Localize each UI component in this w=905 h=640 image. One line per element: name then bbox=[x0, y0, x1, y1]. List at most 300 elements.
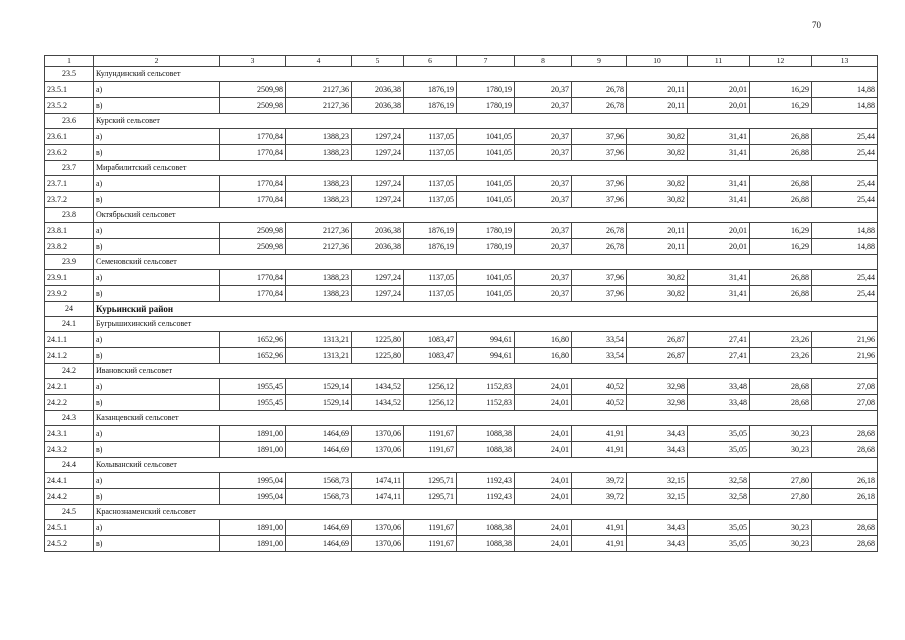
section-row bbox=[45, 317, 878, 332]
value-cell: 1297,24 bbox=[352, 192, 404, 208]
value-cell: 25,44 bbox=[812, 286, 878, 302]
row-label: в) bbox=[94, 286, 220, 302]
value-cell: 1137,05 bbox=[404, 286, 457, 302]
value-cell: 30,82 bbox=[627, 145, 688, 161]
table-body bbox=[45, 56, 878, 552]
value-cell: 14,88 bbox=[812, 82, 878, 98]
value-cell: 16,80 bbox=[515, 332, 572, 348]
value-cell: 28,68 bbox=[812, 426, 878, 442]
value-cell: 1995,04 bbox=[220, 473, 286, 489]
value-cell: 2127,36 bbox=[286, 98, 352, 114]
value-cell: 1295,71 bbox=[404, 489, 457, 505]
row-label: а) bbox=[94, 426, 220, 442]
value-cell: 31,41 bbox=[688, 129, 750, 145]
value-cell: 35,05 bbox=[688, 520, 750, 536]
value-cell: 1770,84 bbox=[220, 145, 286, 161]
row-label: в) bbox=[94, 395, 220, 411]
value-cell: 1313,21 bbox=[286, 332, 352, 348]
value-cell: 28,68 bbox=[812, 442, 878, 458]
section-code: 24.1 bbox=[45, 317, 94, 332]
column-number: 11 bbox=[688, 56, 750, 67]
value-cell: 31,41 bbox=[688, 145, 750, 161]
value-cell: 1464,69 bbox=[286, 520, 352, 536]
value-cell: 37,96 bbox=[572, 129, 627, 145]
value-cell: 27,41 bbox=[688, 332, 750, 348]
value-cell: 1955,45 bbox=[220, 379, 286, 395]
table-row bbox=[45, 473, 878, 489]
value-cell: 33,48 bbox=[688, 379, 750, 395]
value-cell: 21,96 bbox=[812, 348, 878, 364]
value-cell: 1434,52 bbox=[352, 395, 404, 411]
value-cell: 32,98 bbox=[627, 379, 688, 395]
value-cell: 24,01 bbox=[515, 536, 572, 552]
value-cell: 25,44 bbox=[812, 176, 878, 192]
value-cell: 1891,00 bbox=[220, 426, 286, 442]
value-cell: 1083,47 bbox=[404, 332, 457, 348]
row-code: 24.3.1 bbox=[45, 426, 94, 442]
value-cell: 20,11 bbox=[627, 223, 688, 239]
column-number: 3 bbox=[220, 56, 286, 67]
value-cell: 26,88 bbox=[750, 145, 812, 161]
table-row bbox=[45, 348, 878, 364]
value-cell: 2127,36 bbox=[286, 223, 352, 239]
section-code: 23.5 bbox=[45, 67, 94, 82]
table-row bbox=[45, 82, 878, 98]
value-cell: 14,88 bbox=[812, 223, 878, 239]
column-number: 5 bbox=[352, 56, 404, 67]
value-cell: 1083,47 bbox=[404, 348, 457, 364]
value-cell: 1297,24 bbox=[352, 176, 404, 192]
value-cell: 2127,36 bbox=[286, 239, 352, 255]
value-cell: 41,91 bbox=[572, 442, 627, 458]
row-code: 23.9.1 bbox=[45, 270, 94, 286]
value-cell: 1088,38 bbox=[457, 442, 515, 458]
section-row bbox=[45, 364, 878, 379]
value-cell: 32,98 bbox=[627, 395, 688, 411]
value-cell: 1529,14 bbox=[286, 395, 352, 411]
value-cell: 39,72 bbox=[572, 489, 627, 505]
value-cell: 37,96 bbox=[572, 192, 627, 208]
value-cell: 26,18 bbox=[812, 489, 878, 505]
value-cell: 20,01 bbox=[688, 82, 750, 98]
value-cell: 27,41 bbox=[688, 348, 750, 364]
section-name: Бугрышихинский сельсовет bbox=[94, 317, 878, 332]
value-cell: 1955,45 bbox=[220, 395, 286, 411]
value-cell: 20,37 bbox=[515, 223, 572, 239]
value-cell: 30,23 bbox=[750, 520, 812, 536]
column-number: 1 bbox=[45, 56, 94, 67]
table-row bbox=[45, 332, 878, 348]
value-cell: 25,44 bbox=[812, 129, 878, 145]
value-cell: 26,87 bbox=[627, 332, 688, 348]
value-cell: 1891,00 bbox=[220, 536, 286, 552]
column-number: 2 bbox=[94, 56, 220, 67]
section-code: 24.2 bbox=[45, 364, 94, 379]
value-cell: 2036,38 bbox=[352, 223, 404, 239]
value-cell: 1770,84 bbox=[220, 176, 286, 192]
table-row bbox=[45, 489, 878, 505]
value-cell: 26,87 bbox=[627, 348, 688, 364]
value-cell: 1464,69 bbox=[286, 426, 352, 442]
value-cell: 32,58 bbox=[688, 473, 750, 489]
row-code: 23.6.1 bbox=[45, 129, 94, 145]
value-cell: 40,52 bbox=[572, 395, 627, 411]
section-name: Кулундинский сельсовет bbox=[94, 67, 878, 82]
page-number: 70 bbox=[812, 20, 821, 30]
value-cell: 32,15 bbox=[627, 473, 688, 489]
value-cell: 1891,00 bbox=[220, 520, 286, 536]
value-cell: 1474,11 bbox=[352, 473, 404, 489]
value-cell: 2036,38 bbox=[352, 82, 404, 98]
value-cell: 20,37 bbox=[515, 270, 572, 286]
value-cell: 1780,19 bbox=[457, 223, 515, 239]
section-row bbox=[45, 255, 878, 270]
value-cell: 28,68 bbox=[750, 379, 812, 395]
column-number: 6 bbox=[404, 56, 457, 67]
value-cell: 1137,05 bbox=[404, 192, 457, 208]
value-cell: 20,37 bbox=[515, 286, 572, 302]
value-cell: 1370,06 bbox=[352, 426, 404, 442]
value-cell: 20,11 bbox=[627, 98, 688, 114]
value-cell: 1770,84 bbox=[220, 270, 286, 286]
row-label: а) bbox=[94, 129, 220, 145]
row-code: 23.5.1 bbox=[45, 82, 94, 98]
value-cell: 34,43 bbox=[627, 520, 688, 536]
value-cell: 37,96 bbox=[572, 176, 627, 192]
value-cell: 24,01 bbox=[515, 442, 572, 458]
row-code: 23.6.2 bbox=[45, 145, 94, 161]
value-cell: 2509,98 bbox=[220, 239, 286, 255]
section-name: Ивановский сельсовет bbox=[94, 364, 878, 379]
value-cell: 1041,05 bbox=[457, 176, 515, 192]
row-label: а) bbox=[94, 82, 220, 98]
value-cell: 33,48 bbox=[688, 395, 750, 411]
value-cell: 20,37 bbox=[515, 176, 572, 192]
column-number: 7 bbox=[457, 56, 515, 67]
row-code: 23.8.1 bbox=[45, 223, 94, 239]
value-cell: 27,08 bbox=[812, 379, 878, 395]
value-cell: 2127,36 bbox=[286, 82, 352, 98]
value-cell: 25,44 bbox=[812, 270, 878, 286]
value-cell: 2509,98 bbox=[220, 82, 286, 98]
row-code: 24.5.1 bbox=[45, 520, 94, 536]
value-cell: 1137,05 bbox=[404, 270, 457, 286]
value-cell: 1529,14 bbox=[286, 379, 352, 395]
value-cell: 1225,80 bbox=[352, 348, 404, 364]
value-cell: 20,11 bbox=[627, 239, 688, 255]
value-cell: 1770,84 bbox=[220, 192, 286, 208]
value-cell: 33,54 bbox=[572, 348, 627, 364]
value-cell: 1770,84 bbox=[220, 286, 286, 302]
table-row bbox=[45, 98, 878, 114]
table-row bbox=[45, 536, 878, 552]
value-cell: 30,82 bbox=[627, 129, 688, 145]
section-name: Краснознаменский сельсовет bbox=[94, 505, 878, 520]
row-label: в) bbox=[94, 145, 220, 161]
table-row bbox=[45, 426, 878, 442]
value-cell: 26,78 bbox=[572, 82, 627, 98]
value-cell: 14,88 bbox=[812, 98, 878, 114]
value-cell: 1891,00 bbox=[220, 442, 286, 458]
value-cell: 30,23 bbox=[750, 442, 812, 458]
row-label: а) bbox=[94, 520, 220, 536]
value-cell: 20,37 bbox=[515, 239, 572, 255]
value-cell: 20,11 bbox=[627, 82, 688, 98]
value-cell: 24,01 bbox=[515, 473, 572, 489]
value-cell: 16,80 bbox=[515, 348, 572, 364]
value-cell: 31,41 bbox=[688, 192, 750, 208]
row-code: 24.3.2 bbox=[45, 442, 94, 458]
value-cell: 20,01 bbox=[688, 239, 750, 255]
value-cell: 35,05 bbox=[688, 426, 750, 442]
row-label: а) bbox=[94, 176, 220, 192]
value-cell: 26,78 bbox=[572, 98, 627, 114]
section-code: 23.7 bbox=[45, 161, 94, 176]
row-label: в) bbox=[94, 239, 220, 255]
value-cell: 1191,67 bbox=[404, 520, 457, 536]
value-cell: 41,91 bbox=[572, 520, 627, 536]
value-cell: 1041,05 bbox=[457, 270, 515, 286]
value-cell: 1388,23 bbox=[286, 176, 352, 192]
section-code: 24.5 bbox=[45, 505, 94, 520]
section-code: 24.4 bbox=[45, 458, 94, 473]
value-cell: 1388,23 bbox=[286, 129, 352, 145]
value-cell: 1568,73 bbox=[286, 489, 352, 505]
value-cell: 26,88 bbox=[750, 176, 812, 192]
table-row bbox=[45, 129, 878, 145]
value-cell: 37,96 bbox=[572, 270, 627, 286]
section-row bbox=[45, 411, 878, 426]
row-label: а) bbox=[94, 223, 220, 239]
section-row bbox=[45, 458, 878, 473]
row-code: 23.9.2 bbox=[45, 286, 94, 302]
value-cell: 35,05 bbox=[688, 442, 750, 458]
value-cell: 24,01 bbox=[515, 489, 572, 505]
value-cell: 31,41 bbox=[688, 270, 750, 286]
value-cell: 1191,67 bbox=[404, 442, 457, 458]
value-cell: 1370,06 bbox=[352, 536, 404, 552]
value-cell: 1434,52 bbox=[352, 379, 404, 395]
value-cell: 1295,71 bbox=[404, 473, 457, 489]
table-row bbox=[45, 442, 878, 458]
section-name: Семеновский сельсовет bbox=[94, 255, 878, 270]
value-cell: 1388,23 bbox=[286, 286, 352, 302]
value-cell: 1297,24 bbox=[352, 270, 404, 286]
value-cell: 27,08 bbox=[812, 395, 878, 411]
value-cell: 16,29 bbox=[750, 223, 812, 239]
value-cell: 994,61 bbox=[457, 332, 515, 348]
value-cell: 24,01 bbox=[515, 395, 572, 411]
value-cell: 1256,12 bbox=[404, 395, 457, 411]
value-cell: 24,01 bbox=[515, 426, 572, 442]
value-cell: 2509,98 bbox=[220, 98, 286, 114]
value-cell: 1568,73 bbox=[286, 473, 352, 489]
row-label: в) bbox=[94, 489, 220, 505]
row-code: 24.2.2 bbox=[45, 395, 94, 411]
value-cell: 20,37 bbox=[515, 145, 572, 161]
value-cell: 1225,80 bbox=[352, 332, 404, 348]
value-cell: 20,37 bbox=[515, 98, 572, 114]
value-cell: 28,68 bbox=[812, 536, 878, 552]
value-cell: 1388,23 bbox=[286, 270, 352, 286]
section-row bbox=[45, 67, 878, 82]
value-cell: 30,82 bbox=[627, 270, 688, 286]
section-code: 24 bbox=[45, 302, 94, 317]
row-code: 23.7.1 bbox=[45, 176, 94, 192]
value-cell: 31,41 bbox=[688, 286, 750, 302]
value-cell: 1388,23 bbox=[286, 192, 352, 208]
value-cell: 32,58 bbox=[688, 489, 750, 505]
value-cell: 1088,38 bbox=[457, 536, 515, 552]
row-code: 23.7.2 bbox=[45, 192, 94, 208]
value-cell: 41,91 bbox=[572, 536, 627, 552]
section-code: 23.8 bbox=[45, 208, 94, 223]
value-cell: 1041,05 bbox=[457, 286, 515, 302]
value-cell: 41,91 bbox=[572, 426, 627, 442]
value-cell: 34,43 bbox=[627, 426, 688, 442]
value-cell: 20,01 bbox=[688, 98, 750, 114]
row-label: в) bbox=[94, 536, 220, 552]
value-cell: 1041,05 bbox=[457, 192, 515, 208]
section-row bbox=[45, 208, 878, 223]
value-cell: 1464,69 bbox=[286, 536, 352, 552]
value-cell: 27,80 bbox=[750, 489, 812, 505]
section-name: Мирабилитский сельсовет bbox=[94, 161, 878, 176]
table-row bbox=[45, 192, 878, 208]
value-cell: 1191,67 bbox=[404, 426, 457, 442]
section-name: Казанцевский сельсовет bbox=[94, 411, 878, 426]
value-cell: 1388,23 bbox=[286, 145, 352, 161]
table-row bbox=[45, 379, 878, 395]
row-label: в) bbox=[94, 442, 220, 458]
value-cell: 23,26 bbox=[750, 348, 812, 364]
value-cell: 26,88 bbox=[750, 286, 812, 302]
row-code: 24.4.1 bbox=[45, 473, 94, 489]
column-number-row bbox=[45, 56, 878, 67]
value-cell: 25,44 bbox=[812, 145, 878, 161]
section-row bbox=[45, 114, 878, 129]
value-cell: 24,01 bbox=[515, 379, 572, 395]
value-cell: 1780,19 bbox=[457, 82, 515, 98]
value-cell: 16,29 bbox=[750, 239, 812, 255]
value-cell: 1297,24 bbox=[352, 145, 404, 161]
value-cell: 30,23 bbox=[750, 426, 812, 442]
column-number: 8 bbox=[515, 56, 572, 67]
row-label: а) bbox=[94, 270, 220, 286]
value-cell: 1041,05 bbox=[457, 145, 515, 161]
value-cell: 37,96 bbox=[572, 286, 627, 302]
section-code: 23.9 bbox=[45, 255, 94, 270]
row-label: в) bbox=[94, 348, 220, 364]
value-cell: 1474,11 bbox=[352, 489, 404, 505]
value-cell: 34,43 bbox=[627, 442, 688, 458]
value-cell: 1297,24 bbox=[352, 286, 404, 302]
district-name: Курьинский район bbox=[94, 302, 878, 317]
value-cell: 40,52 bbox=[572, 379, 627, 395]
value-cell: 32,15 bbox=[627, 489, 688, 505]
value-cell: 1256,12 bbox=[404, 379, 457, 395]
value-cell: 26,18 bbox=[812, 473, 878, 489]
value-cell: 2509,98 bbox=[220, 223, 286, 239]
value-cell: 30,82 bbox=[627, 192, 688, 208]
value-cell: 16,29 bbox=[750, 98, 812, 114]
value-cell: 33,54 bbox=[572, 332, 627, 348]
column-number: 13 bbox=[812, 56, 878, 67]
value-cell: 24,01 bbox=[515, 520, 572, 536]
row-label: в) bbox=[94, 192, 220, 208]
value-cell: 20,37 bbox=[515, 82, 572, 98]
value-cell: 1370,06 bbox=[352, 442, 404, 458]
section-name: Колыванский сельсовет bbox=[94, 458, 878, 473]
value-cell: 35,05 bbox=[688, 536, 750, 552]
row-label: а) bbox=[94, 379, 220, 395]
row-label: в) bbox=[94, 98, 220, 114]
table-row bbox=[45, 239, 878, 255]
table-row bbox=[45, 176, 878, 192]
row-code: 23.8.2 bbox=[45, 239, 94, 255]
value-cell: 1137,05 bbox=[404, 145, 457, 161]
value-cell: 1780,19 bbox=[457, 98, 515, 114]
row-label: а) bbox=[94, 332, 220, 348]
value-cell: 20,37 bbox=[515, 129, 572, 145]
value-cell: 23,26 bbox=[750, 332, 812, 348]
row-label: а) bbox=[94, 473, 220, 489]
table-row bbox=[45, 286, 878, 302]
value-cell: 16,29 bbox=[750, 82, 812, 98]
section-row bbox=[45, 505, 878, 520]
value-cell: 37,96 bbox=[572, 145, 627, 161]
row-code: 24.5.2 bbox=[45, 536, 94, 552]
section-name: Курский сельсовет bbox=[94, 114, 878, 129]
value-cell: 994,61 bbox=[457, 348, 515, 364]
value-cell: 1652,96 bbox=[220, 348, 286, 364]
value-cell: 1088,38 bbox=[457, 426, 515, 442]
value-cell: 1088,38 bbox=[457, 520, 515, 536]
value-cell: 1041,05 bbox=[457, 129, 515, 145]
row-code: 23.5.2 bbox=[45, 98, 94, 114]
value-cell: 1876,19 bbox=[404, 98, 457, 114]
row-code: 24.4.2 bbox=[45, 489, 94, 505]
value-cell: 1313,21 bbox=[286, 348, 352, 364]
section-row bbox=[45, 161, 878, 176]
district-row bbox=[45, 302, 878, 317]
value-cell: 1876,19 bbox=[404, 223, 457, 239]
value-cell: 28,68 bbox=[812, 520, 878, 536]
value-cell: 2036,38 bbox=[352, 239, 404, 255]
value-cell: 20,37 bbox=[515, 192, 572, 208]
value-cell: 28,68 bbox=[750, 395, 812, 411]
value-cell: 1192,43 bbox=[457, 489, 515, 505]
value-cell: 1652,96 bbox=[220, 332, 286, 348]
table-row bbox=[45, 395, 878, 411]
value-cell: 26,88 bbox=[750, 129, 812, 145]
value-cell: 26,88 bbox=[750, 270, 812, 286]
value-cell: 1780,19 bbox=[457, 239, 515, 255]
row-code: 24.1.1 bbox=[45, 332, 94, 348]
value-cell: 27,80 bbox=[750, 473, 812, 489]
table-row bbox=[45, 145, 878, 161]
section-code: 23.6 bbox=[45, 114, 94, 129]
value-cell: 1995,04 bbox=[220, 489, 286, 505]
value-cell: 39,72 bbox=[572, 473, 627, 489]
value-cell: 1297,24 bbox=[352, 129, 404, 145]
column-number: 9 bbox=[572, 56, 627, 67]
value-cell: 1370,06 bbox=[352, 520, 404, 536]
value-cell: 1876,19 bbox=[404, 82, 457, 98]
value-cell: 25,44 bbox=[812, 192, 878, 208]
table-row bbox=[45, 270, 878, 286]
value-cell: 30,23 bbox=[750, 536, 812, 552]
